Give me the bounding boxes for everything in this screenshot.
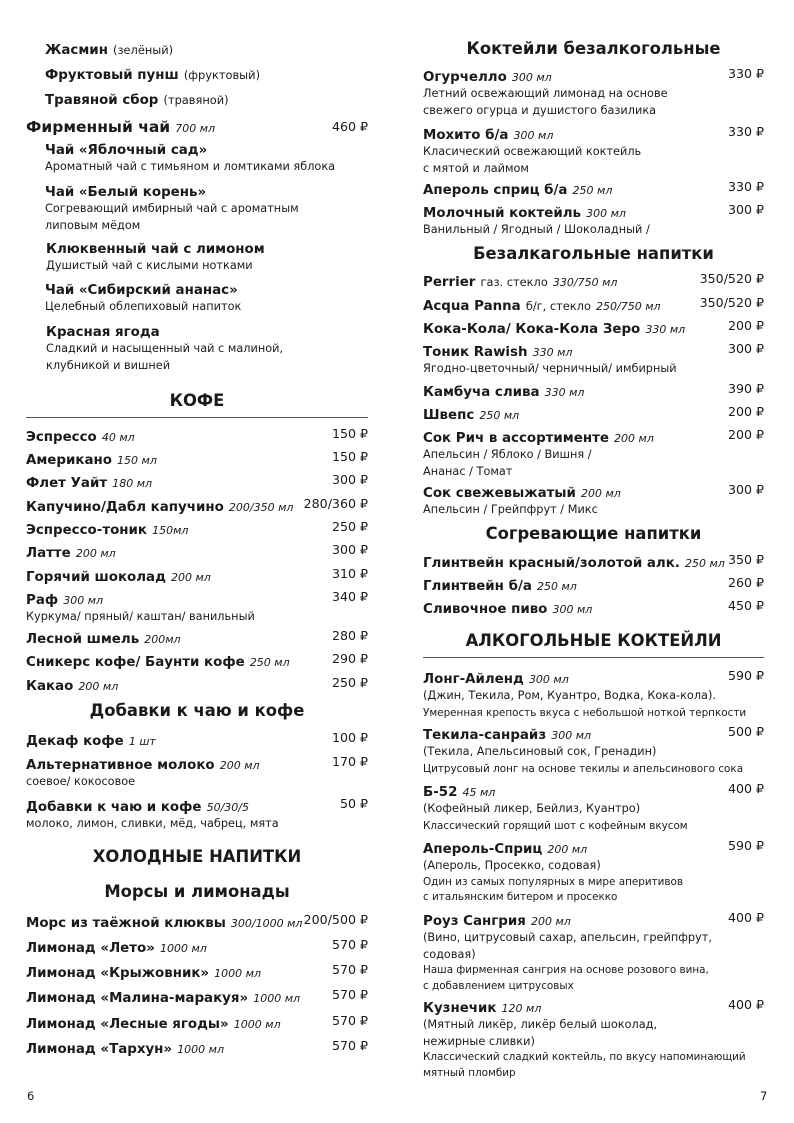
item-price: 300 ₽ [331, 542, 368, 557]
item-quantity: 1 шт [128, 735, 156, 748]
coffee-item [26, 651, 368, 671]
signature-tea-item [46, 242, 368, 275]
item-quantity: 200мл [144, 633, 181, 646]
item-price: 460 ₽ [331, 119, 368, 134]
item-quantity: 300 мл [528, 673, 569, 686]
item-ingredients: (Вино, цитрусовый сахар, апельсин, грейпфрут, [423, 931, 712, 944]
item-quantity: 1000 мл [214, 967, 261, 980]
item-quantity: 200 мл [219, 759, 260, 772]
item-name: Чай «Сибирский ананас» [45, 283, 238, 298]
item-description: Ананас / Томат [423, 464, 513, 478]
item-note: (фруктовый) [183, 68, 261, 82]
item-name: Апероль сприц б/а [423, 183, 568, 198]
item-name: Лимонад «Лето» [26, 941, 155, 956]
item-ingredients: (Кофейный ликер, Бейлиз, Куантро) [423, 802, 641, 815]
item-price: 170 ₽ [331, 754, 368, 769]
addon-item [26, 730, 368, 750]
warm-drink-item [423, 575, 764, 595]
signature-tea-item [45, 185, 368, 234]
item-price: 340 ₽ [331, 589, 368, 604]
item-name: Швепс [423, 408, 475, 423]
item-quantity: 250 мл [536, 580, 577, 593]
item-price: 400 ₽ [727, 781, 764, 796]
morsy-item [26, 962, 368, 982]
warm-drink-item [423, 552, 764, 572]
item-name: Лесной шмель [26, 632, 140, 647]
morsy-item [26, 937, 368, 957]
item-name: Тоник Rawish [423, 345, 528, 360]
item-name: Сок Рич в ассортименте [423, 431, 609, 446]
item-price: 200 ₽ [727, 427, 764, 442]
item-quantity: 200 мл [580, 487, 621, 500]
item-quantity: 200 мл [547, 843, 588, 856]
item-quantity: 330 мл [544, 386, 585, 399]
item-name: Латте [26, 546, 71, 561]
item-name: Глинтвейн красный/золотой алк. [423, 556, 680, 571]
item-description: Цитрусовый лонг на основе текилы и апельсинового сока [423, 762, 744, 775]
item-name: Клюквенный чай с лимоном [46, 242, 265, 257]
item-price: 200 ₽ [727, 318, 764, 333]
item-ingredients: нежирные сливки) [423, 1034, 535, 1048]
item-quantity: 300 мл [511, 71, 552, 84]
item-quantity: 300 мл [586, 207, 626, 220]
signature-tea-item [45, 283, 368, 316]
morsy-heading: Морсы и лимонады [104, 882, 290, 901]
item-name: Acqua Panna [423, 299, 521, 314]
item-price: 300 ₽ [331, 472, 368, 487]
item-description: Апельсин / Яблоко / Вишня / [423, 448, 592, 461]
cocktail-item [423, 781, 764, 834]
addons-heading: Добавки к чаю и кофе [89, 701, 305, 720]
cocktail-item [423, 724, 764, 777]
divider [26, 417, 368, 418]
item-quantity: 300 мл [551, 729, 592, 742]
soft-drink-item [423, 295, 764, 315]
soft-drinks-heading: Безалкагольные напитки [473, 244, 714, 263]
cocktail-item [423, 838, 764, 906]
morsy-item [26, 987, 368, 1007]
item-price: 450 ₽ [727, 598, 764, 613]
item-price: 310 ₽ [331, 566, 368, 581]
item-price: 100 ₽ [331, 730, 368, 745]
item-price: 300 ₽ [727, 482, 764, 497]
signature-tea-item [45, 143, 368, 176]
item-price: 350/520 ₽ [699, 271, 764, 286]
item-description: Умеренная крепость вкуса с небольшой ноткой терпкости [423, 706, 747, 719]
item-name: Кузнечик [423, 1001, 497, 1016]
soft-drink-item [423, 404, 764, 424]
item-price: 150 ₽ [331, 449, 368, 464]
item-description: мятный пломбир [423, 1066, 516, 1079]
item-name: Горячий шоколад [26, 570, 166, 585]
item-name: Сникерс кофе/ Баунти кофе [26, 655, 245, 670]
item-name: Альтернативное молоко [26, 758, 215, 773]
item-name: Какао [26, 679, 74, 694]
item-price: 280/360 ₽ [303, 496, 368, 511]
item-name: Perrier [423, 275, 476, 290]
item-description: с мятой и лаймом [423, 161, 529, 175]
coffee-item [26, 449, 368, 469]
item-quantity: 250 мл [684, 557, 725, 570]
morsy-item [26, 912, 368, 932]
morsy-item [26, 1038, 368, 1058]
alcohol-cocktails-heading: АЛКОГОЛЬНЫЕ КОКТЕЙЛИ [465, 631, 722, 650]
item-description: Ароматный чай с тимьяном и ломтиками яблока [45, 160, 336, 173]
item-ingredients: (Текила, Апельсиновый сок, Гренадин) [423, 745, 657, 758]
item-name: Эспрессо-тоник [26, 523, 147, 538]
cocktail-item [423, 910, 764, 994]
item-description: Куркума/ пряный/ каштан/ ванильный [26, 610, 255, 623]
item-name: Чай «Белый корень» [45, 185, 207, 200]
coffee-heading: КОФЕ [169, 391, 225, 410]
item-quantity: 300 мл [63, 594, 104, 607]
item-description: Один из самых популярных в мире аперитивов [423, 875, 684, 888]
item-price: 390 ₽ [727, 381, 764, 396]
mocktail-item [423, 179, 764, 199]
item-name: Американо [26, 453, 112, 468]
item-name: Морс из таёжной клюквы [26, 916, 226, 931]
coffee-item [26, 519, 368, 539]
item-description: Апельсин / Грейпфрут / Микс [423, 503, 598, 516]
item-quantity: 250 мл [249, 656, 290, 669]
item-quantity: 150 мл [117, 454, 157, 467]
item-description: Ягодно-цветочный/ черничный/ имбирный [423, 362, 677, 375]
item-quantity: 200 мл [530, 915, 571, 928]
item-price: 250 ₽ [331, 675, 368, 690]
item-price: 200 ₽ [727, 404, 764, 419]
item-name: Лонг-Айленд [423, 672, 524, 687]
item-price: 200/500 ₽ [303, 912, 368, 927]
item-note: газ. стекло [480, 275, 548, 289]
item-quantity: 1000 мл [159, 942, 207, 955]
item-description: соевое/ кокосовое [26, 775, 136, 788]
item-quantity: 250 мл [572, 184, 613, 197]
item-name: Апероль-Сприц [423, 842, 543, 857]
item-name: Фирменный чай [26, 118, 171, 136]
item-name: Раф [26, 593, 59, 608]
item-name: Лимонад «Крыжовник» [26, 966, 210, 981]
item-quantity: 330/750 мл [552, 276, 618, 289]
item-description: липовым мёдом [45, 218, 141, 232]
item-price: 570 ₽ [331, 962, 368, 977]
item-description: с добавлением цитрусовых [423, 979, 574, 992]
item-ingredients: содовая) [423, 947, 476, 961]
item-description: Классический горящий шот с кофейным вкусом [423, 819, 688, 832]
coffee-item [26, 675, 368, 695]
item-name: Эспрессо [26, 430, 97, 445]
soft-drink-item [423, 482, 764, 519]
coffee-item [26, 542, 368, 562]
item-price: 590 ₽ [727, 668, 764, 683]
coffee-item [26, 496, 368, 516]
item-quantity: 40 мл [101, 431, 135, 444]
item-name: Огурчелло [423, 70, 507, 85]
item-name: Роуз Сангрия [423, 914, 526, 929]
item-quantity: 200 мл [75, 547, 116, 560]
item-name: Глинтвейн б/а [423, 579, 532, 594]
item-ingredients: (Мятный ликёр, ликёр белый шоколад, [423, 1018, 658, 1031]
coffee-item [26, 628, 368, 648]
cocktail-item [423, 997, 764, 1081]
item-name: Добавки к чаю и кофе [26, 800, 202, 815]
item-quantity: 150мл [152, 524, 189, 537]
coffee-item [26, 472, 368, 492]
item-price: 50 ₽ [339, 796, 368, 811]
item-note: б/г, стекло [525, 299, 591, 313]
coffee-item [26, 589, 368, 626]
soft-drink-item [423, 271, 764, 291]
item-name: Текила-санрайз [423, 728, 547, 743]
item-price: 570 ₽ [331, 1038, 368, 1053]
page-number: 6 [27, 1089, 35, 1103]
item-note: (зелёный) [113, 43, 174, 57]
item-price: 150 ₽ [331, 426, 368, 441]
item-description: молоко, лимон, сливки, мёд, чабрец, мята [26, 817, 279, 830]
soft-drink-item [423, 318, 764, 338]
item-name: Лимонад «Тархун» [26, 1042, 173, 1057]
item-quantity: 50/30/5 [206, 801, 249, 814]
soft-drink-item [423, 341, 764, 378]
signature-tea [26, 117, 368, 137]
item-name: Капучино/Дабл капучино [26, 500, 224, 515]
item-quantity: 300 мл [552, 603, 593, 616]
item-price: 280 ₽ [331, 628, 368, 643]
item-name: Сливочное пиво [423, 602, 548, 617]
cocktail-item [423, 668, 764, 721]
item-price: 400 ₽ [727, 910, 764, 925]
item-ingredients: (Джин, Текила, Ром, Куантро, Водка, Кока-кола). [423, 689, 716, 702]
item-price: 350/520 ₽ [699, 295, 764, 310]
warm-drink-item [423, 598, 764, 618]
tea-item [45, 89, 368, 109]
item-price: 290 ₽ [331, 651, 368, 666]
item-name: Лимонад «Лесные ягоды» [26, 1017, 229, 1032]
mocktail-item [423, 66, 764, 119]
item-quantity: 330 мл [645, 323, 686, 336]
item-name: Красная ягода [46, 325, 160, 340]
item-name: Мохито б/а [423, 128, 509, 143]
item-price: 500 ₽ [727, 724, 764, 739]
tea-item [45, 39, 368, 59]
item-quantity: 1000 мл [253, 992, 301, 1005]
item-description: Целебный облепиховый напиток [45, 300, 242, 313]
item-note: (травяной) [163, 93, 229, 107]
signature-tea-item [46, 325, 368, 374]
mocktail-item [423, 124, 764, 177]
mocktails-heading: Коктейли безалкогольные [466, 39, 721, 58]
item-price: 570 ₽ [331, 937, 368, 952]
item-description: Душистый чай с кислыми нотками [46, 259, 253, 272]
item-description: клубникой и вишней [46, 358, 171, 372]
item-quantity: 300/1000 мл [230, 917, 303, 930]
item-price: 570 ₽ [331, 987, 368, 1002]
item-description: с итальянским битером и просекко [423, 891, 618, 903]
item-description: Ванильный / Ягодный / Шоколадный / [423, 223, 650, 236]
item-description: Сладкий и насыщенный чай с малиной, [46, 342, 284, 355]
item-price: 400 ₽ [727, 997, 764, 1012]
item-name: Жасмин [45, 43, 108, 58]
item-price: 260 ₽ [727, 575, 764, 590]
item-quantity: 1000 мл [177, 1043, 225, 1056]
item-name: Б-52 [423, 785, 458, 800]
coffee-item [26, 426, 368, 446]
item-quantity: 250/750 мл [596, 300, 661, 313]
item-name: Травяной сбор [45, 93, 159, 108]
item-name: Флет Уайт [26, 476, 108, 491]
item-description: Наша фирменная сангрия на основе розового вина, [423, 964, 709, 976]
item-price: 300 ₽ [727, 202, 764, 217]
item-quantity: 180 мл [112, 477, 153, 490]
item-quantity: 300 мл [513, 129, 554, 142]
tea-item [45, 64, 368, 84]
item-price: 570 ₽ [331, 1013, 368, 1028]
item-name: Лимонад «Малина-маракуя» [26, 991, 249, 1006]
item-price: 330 ₽ [727, 66, 764, 81]
item-name: Чай «Яблочный сад» [45, 143, 208, 158]
item-ingredients: (Апероль, Просекко, содовая) [423, 859, 601, 872]
item-quantity: 250 мл [479, 409, 520, 422]
soft-drink-item [423, 427, 764, 480]
item-quantity: 45 мл [462, 786, 496, 799]
item-quantity: 200 мл [614, 432, 654, 445]
morsy-item [26, 1013, 368, 1033]
item-quantity: 200 мл [78, 680, 119, 693]
item-quantity: 330 мл [532, 346, 573, 359]
coffee-item [26, 566, 368, 586]
item-quantity: 120 мл [501, 1002, 542, 1015]
item-price: 330 ₽ [727, 124, 764, 139]
item-description: Классический сладкий коктейль, по вкусу напоминающий [423, 1051, 746, 1063]
item-name: Камбуча слива [423, 385, 540, 400]
soft-drink-item [423, 381, 764, 401]
addon-item [26, 796, 368, 833]
item-price: 300 ₽ [727, 341, 764, 356]
item-price: 330 ₽ [727, 179, 764, 194]
addon-item [26, 754, 368, 791]
item-quantity: 700 мл [175, 122, 216, 135]
cold-drinks-heading: ХОЛОДНЫЕ НАПИТКИ [92, 847, 302, 866]
item-name: Декаф кофе [26, 734, 124, 749]
page-number: 7 [760, 1089, 768, 1103]
item-quantity: 1000 мл [233, 1018, 281, 1031]
warm-drinks-heading: Согревающие напитки [485, 524, 702, 543]
item-quantity: 200 мл [171, 571, 211, 584]
divider [423, 657, 764, 658]
mocktail-item [423, 202, 764, 239]
item-price: 350 ₽ [727, 552, 764, 567]
item-name: Молочный коктейль [423, 206, 582, 221]
item-description: свежего огурца и душистого базилика [423, 103, 657, 117]
item-name: Фруктовый пунш [45, 68, 179, 83]
item-price: 250 ₽ [331, 519, 368, 534]
item-price: 590 ₽ [727, 838, 764, 853]
item-description: Летний освежающий лимонад на основе [423, 87, 668, 100]
item-name: Сок свежевыжатый [423, 486, 576, 501]
item-description: Согревающий имбирный чай с ароматным [45, 202, 299, 215]
item-description: Класический освежающий коктейль [423, 145, 642, 158]
item-quantity: 200/350 мл [228, 501, 294, 514]
item-name: Кока-Кола/ Кока-Кола Зеро [423, 322, 641, 337]
